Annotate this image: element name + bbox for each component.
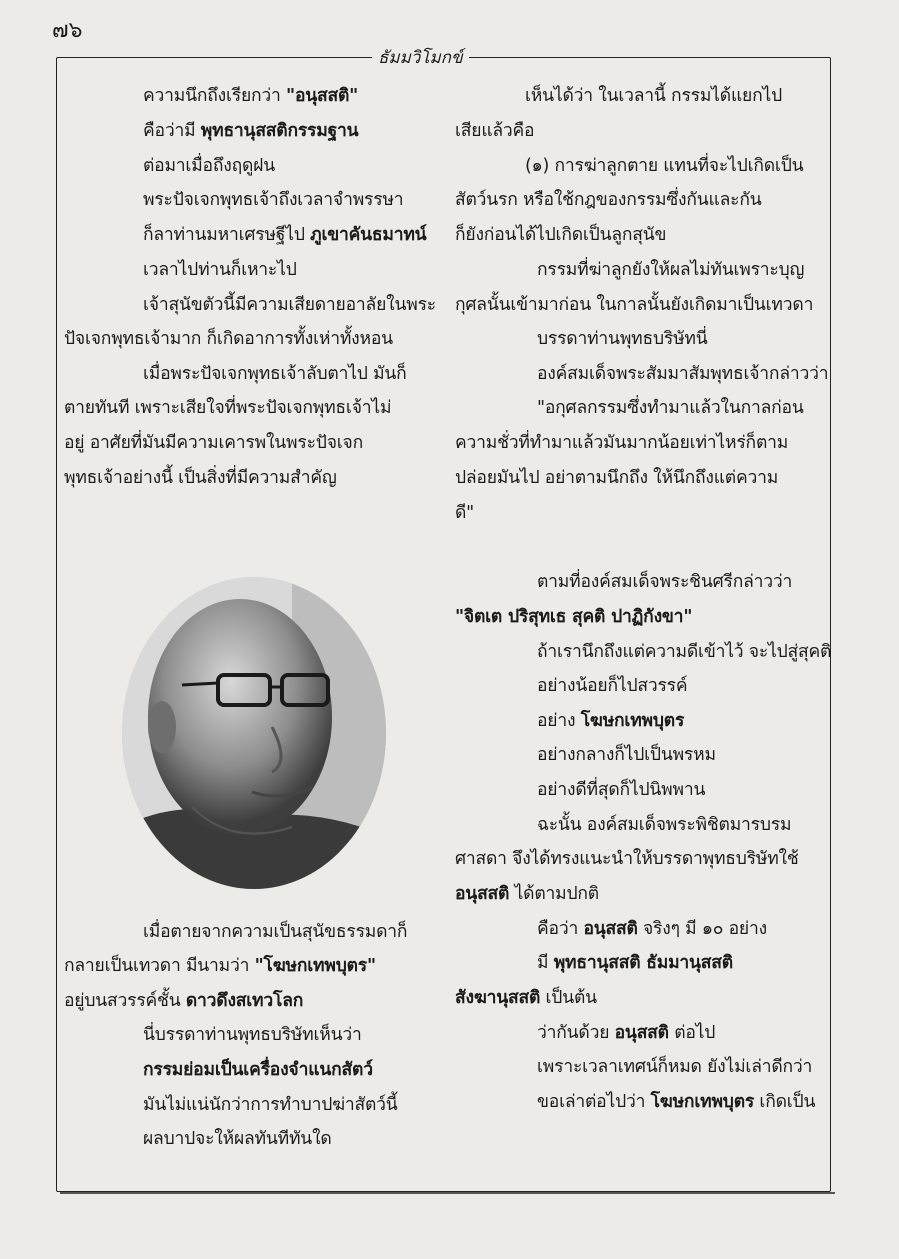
bold-text: พุทธานุสสติกรรมฐาน xyxy=(200,121,359,141)
right-column-line xyxy=(537,640,831,664)
bold-text: พุทธานุสสติ ธัมมานุสสติ xyxy=(553,953,733,973)
body-text: อยู่ อาศัยที่มันมีความเคารพในพระปัจเจก xyxy=(64,433,363,453)
left-column-line xyxy=(143,1058,373,1082)
body-text: มันไม่แน่นักว่าการทำบาปฆ่าสัตว์นี้ xyxy=(143,1095,398,1115)
right-column-line xyxy=(455,293,813,317)
body-text: เสียแล้วคือ xyxy=(455,121,535,141)
left-column-line xyxy=(143,154,275,178)
body-text: เกิดเป็น xyxy=(754,1092,816,1112)
right-column-line xyxy=(537,327,708,351)
body-text: ศาสดา จึงได้ทรงแนะนำให้บรรดาพุทธบริษัทใช้ xyxy=(455,849,799,869)
right-column-line xyxy=(455,431,788,455)
body-text: ต่อไป xyxy=(668,1023,716,1043)
page-number: ๗๖ xyxy=(52,18,83,43)
body-text: คือว่ามี xyxy=(143,121,201,141)
bold-text: กรรมย่อมเป็นเครื่องจำแนกสัตว์ xyxy=(143,1060,373,1080)
right-column-line xyxy=(455,223,666,247)
body-text: อย่าง xyxy=(537,711,581,731)
bold-text: ภูเขาคันธมาทน์ xyxy=(310,225,427,245)
left-column-line xyxy=(64,989,303,1013)
body-text: ขอเล่าต่อไปว่า xyxy=(537,1092,651,1112)
body-text: พุทธเจ้าอย่างนี้ เป็นสิ่งที่มีความสำคัญ xyxy=(64,468,337,488)
body-text: สัตว์นรก หรือใช้กฎของกรรมซึ่งกันและกัน xyxy=(455,190,762,210)
left-column-line xyxy=(143,84,358,108)
body-text: ว่ากันด้วย xyxy=(537,1023,615,1043)
right-column-line xyxy=(455,847,799,871)
right-column-line xyxy=(537,917,767,941)
bold-text: สังฆานุสสติ xyxy=(455,988,541,1008)
right-column-line xyxy=(537,570,792,594)
body-text: อย่างดีที่สุดก็ไปนิพพาน xyxy=(537,780,706,800)
right-column-line xyxy=(455,466,778,490)
bold-text: โฆษกเทพบุตร xyxy=(650,1092,755,1112)
right-column-line xyxy=(537,813,791,837)
monk-portrait-photo xyxy=(122,577,386,889)
body-text: ดี" xyxy=(455,503,475,523)
bold-text: "อนุสสติ" xyxy=(286,86,359,106)
left-column-line xyxy=(143,258,297,282)
body-text: ตายทันที เพราะเสียใจที่พระปัจเจกพุทธเจ้าไม่ xyxy=(64,398,392,418)
left-column-line xyxy=(143,188,403,212)
body-text: ผลบาปจะให้ผลทันทีทันใด xyxy=(143,1129,332,1149)
running-head: ธัมมวิโมกข์ xyxy=(372,44,469,71)
body-text: ต่อมาเมื่อถึงฤดูฝน xyxy=(143,156,275,176)
right-column-line xyxy=(537,258,804,282)
body-text: เจ้าสุนัขตัวนี้มีความเสียดายอาลัยในพระ xyxy=(143,295,436,315)
body-text: มี xyxy=(537,953,554,973)
body-text: อย่างกลางก็ไปเป็นพรหม xyxy=(537,745,716,765)
left-column-line xyxy=(64,954,376,978)
left-column-line xyxy=(143,1023,362,1047)
body-text: องค์สมเด็จพระสัมมาสัมพุทธเจ้ากล่าวว่า xyxy=(537,364,829,384)
body-text: "อกุศลกรรมซึ่งทำมาแล้วในกาลก่อน xyxy=(537,398,804,418)
left-column-line xyxy=(143,223,426,247)
right-column-line xyxy=(537,1021,715,1045)
bold-text: โฆษกเทพบุตร xyxy=(580,711,685,731)
body-text: ฉะนั้น องค์สมเด็จพระพิชิตมารบรม xyxy=(537,815,792,835)
body-text: กลายเป็นเทวดา มีนามว่า xyxy=(64,956,255,976)
body-text: เวลาไปท่านก็เหาะไป xyxy=(143,260,297,280)
body-text: บรรดาท่านพุทธบริษัทนี่ xyxy=(537,329,708,349)
bold-text: อนุสสติ xyxy=(614,1023,669,1043)
body-text: เมื่อพระปัจเจกพุทธเจ้าลับตาไป มันก็ xyxy=(143,364,407,384)
body-text: เป็นต้น xyxy=(540,988,597,1008)
bold-text: ดาวดึงสเทวโลก xyxy=(185,991,304,1011)
body-text: จริงๆ มี ๑๐ อย่าง xyxy=(637,919,767,939)
right-column-line xyxy=(537,743,716,767)
body-text: นี่บรรดาท่านพุทธบริษัทเห็นว่า xyxy=(143,1025,362,1045)
body-text: เมื่อตายจากความเป็นสุนัขธรรมดาก็ xyxy=(143,922,408,942)
body-text: อยู่บนสวรรค์ชั้น xyxy=(64,991,186,1011)
body-text: ตามที่องค์สมเด็จพระชินศรีกล่าวว่า xyxy=(537,572,793,592)
left-column-line xyxy=(64,327,393,351)
body-text: (๑) การฆ่าลูกตาย แทนที่จะไปเกิดเป็น xyxy=(525,156,804,176)
right-column-line xyxy=(455,605,692,629)
body-text: กุศลนั้นเข้ามาก่อน ในกาลนั้นยังเกิดมาเป็นเทวดา xyxy=(455,295,814,315)
frame-shadow xyxy=(60,1192,835,1194)
right-column-line xyxy=(537,362,828,386)
right-column-line xyxy=(525,84,782,108)
bold-text: "จิตเต ปริสุทเธ สุคติ ปาฏิกังขา" xyxy=(455,607,693,627)
body-text: ความนึกถึงเรียกว่า xyxy=(143,86,287,106)
right-column-line xyxy=(455,501,474,525)
left-column-line xyxy=(64,431,363,455)
body-text: ปล่อยมันไป อย่าตามนึกถึง ให้นึกถึงแต่ความ xyxy=(455,468,779,488)
body-text: เพราะเวลาเทศน์ก็หมด ยังไม่เล่าดีกว่า xyxy=(537,1057,813,1077)
right-column-line xyxy=(537,1055,812,1079)
right-column-line xyxy=(537,1090,815,1114)
left-column-line xyxy=(64,396,391,420)
left-column-line xyxy=(143,119,358,143)
right-column-line xyxy=(525,154,803,178)
right-column-line xyxy=(537,396,804,420)
body-text: ถ้าเรานึกถึงแต่ความดีเข้าไว้ จะไปสู่สุคติ xyxy=(537,642,832,662)
body-text: เห็นได้ว่า ในเวลานี้ กรรมได้แยกไป xyxy=(525,86,782,106)
left-column-line xyxy=(143,293,436,317)
left-column-line xyxy=(64,466,337,490)
bold-text: อนุสสติ xyxy=(455,884,510,904)
body-text: พระปัจเจกพุทธเจ้าถึงเวลาจำพรรษา xyxy=(143,190,404,210)
bold-text: "โฆษกเทพบุตร" xyxy=(254,956,376,976)
right-column-line xyxy=(455,882,599,906)
left-column-line xyxy=(143,1127,332,1151)
body-text: อย่างน้อยก็ไปสวรรค์ xyxy=(537,676,688,696)
body-text: กรรมที่ฆ่าลูกยังให้ผลไม่ทันเพราะบุญ xyxy=(537,260,805,280)
body-text: ก็ลาท่านมหาเศรษฐีไป xyxy=(143,225,311,245)
right-column-line xyxy=(455,986,597,1010)
body-text: ก็ยังก่อนได้ไปเกิดเป็นลูกสุนัข xyxy=(455,225,667,245)
body-text: ความชั่วที่ทำมาแล้วมันมากน้อยเท่าไหร่ก็ตาม xyxy=(455,433,789,453)
left-column-line xyxy=(143,920,407,944)
bold-text: อนุสสติ xyxy=(583,919,638,939)
body-text: ได้ตามปกติ xyxy=(509,884,599,904)
right-column-line xyxy=(537,778,705,802)
right-column-line xyxy=(537,951,733,975)
right-column-line xyxy=(455,188,762,212)
right-column-line xyxy=(537,709,684,733)
right-column-line xyxy=(455,119,534,143)
left-column-line xyxy=(143,1093,398,1117)
right-column-line xyxy=(537,674,687,698)
left-column-line xyxy=(143,362,407,386)
body-text: คือว่า xyxy=(537,919,584,939)
body-text: ปัจเจกพุทธเจ้ามาก ก็เกิดอาการทั้งเห่าทั้งหอน xyxy=(64,329,393,349)
